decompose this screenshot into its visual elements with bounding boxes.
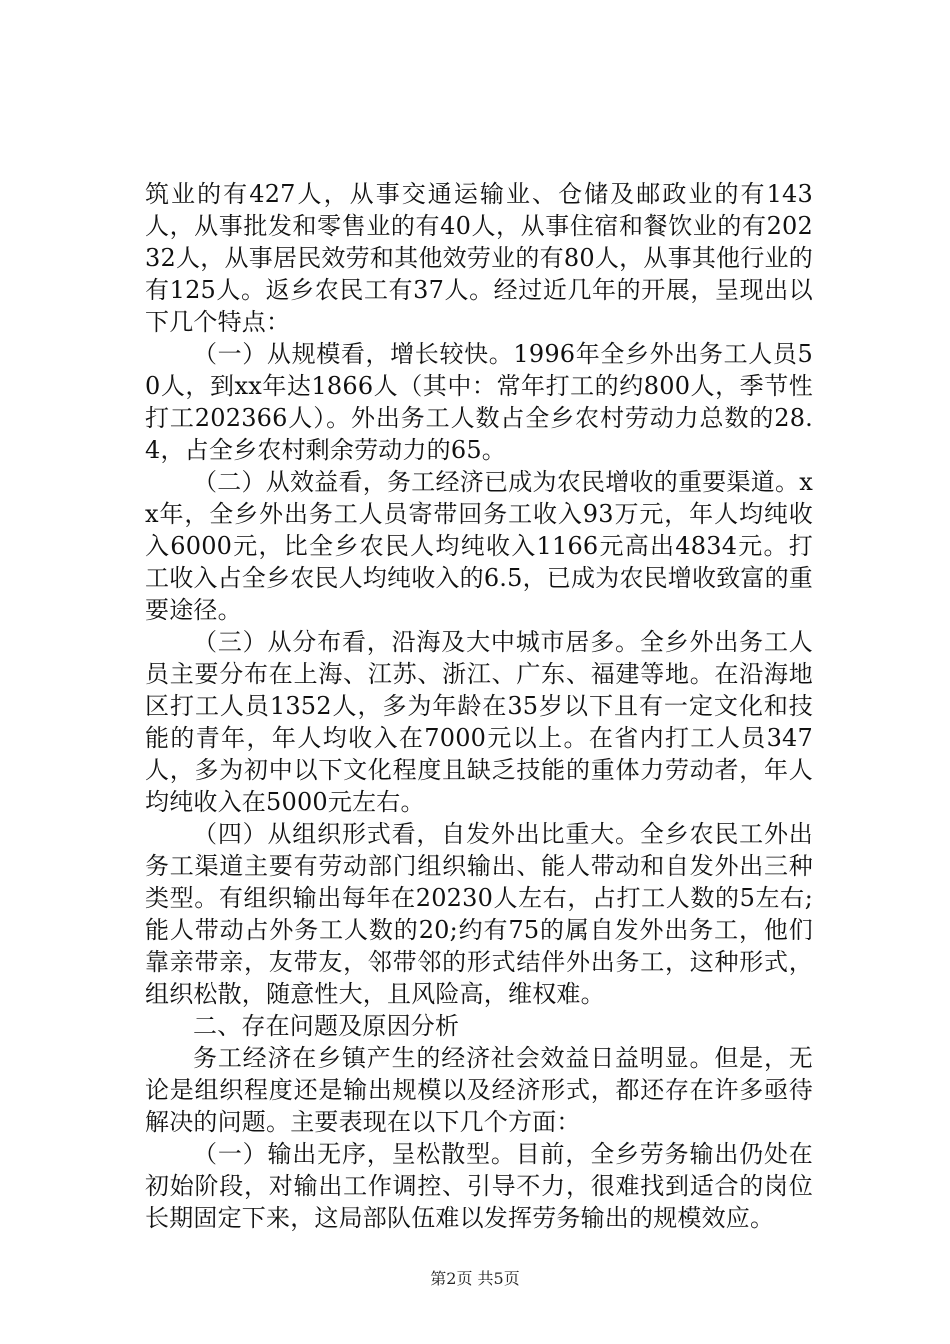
paragraph-benefit: （二）从效益看，务工经济已成为农民增收的重要渠道。xx年，全乡外出务工人员寄带回务工收入93万元，年人均纯收入6000元，比全乡农民人均纯收入1166元高出4834元。打工收入占全乡农民人均纯收入的6.5，已成为农民增收致富的重要途径。	[145, 468, 813, 624]
section-heading-problems: 二、存在问题及原因分析	[193, 1012, 460, 1040]
paragraph-problems-intro: 务工经济在乡镇产生的经济社会效益日益明显。但是，无论是组织程度还是输出规模以及经济形式，都还存在许多亟待解决的问题。主要表现在以下几个方面：	[145, 1044, 813, 1136]
paragraph-disorderly-output: （一）输出无序，呈松散型。目前，全乡劳务输出仍处在初始阶段，对输出工作调控、引导不力，很难找到适合的岗位长期固定下来，这局部队伍难以发挥劳务输出的规模效应。	[145, 1140, 813, 1232]
paragraph-organization: （四）从组织形式看，自发外出比重大。全乡农民工外出务工渠道主要有劳动部门组织输出、能人带动和自发外出三种类型。有组织输出每年在20230人左右，占打工人数的5左右;能人带动占外务工人数的20;约有75的属自发外出务工，他们靠亲带亲，友带友，邻带邻的形式结伴外出务工，这种形式，组织松散，随意性大，且风险高，维权难。	[145, 820, 813, 1008]
paragraph-distribution: （三）从分布看，沿海及大中城市居多。全乡外出务工人员主要分布在上海、江苏、浙江、广东、福建等地。在沿海地区打工人员1352人，多为年龄在35岁以下且有一定文化和技能的青年，年人均收入在7000元以上。在省内打工人员347人，多为初中以下文化程度且缺乏技能的重体力劳动者，年人均纯收入在5000元左右。	[145, 628, 813, 816]
paragraph-continuation: 筑业的有427人，从事交通运输业、仓储及邮政业的有143人，从事批发和零售业的有40人，从事住宿和餐饮业的有20232人，从事居民效劳和其他效劳业的有80人，从事其他行业的有125人。返乡农民工有37人。经过近几年的开展，呈现出以下几个特点：	[145, 180, 813, 336]
page-footer: 第2页 共5页	[430, 1269, 520, 1288]
paragraph-scale: （一）从规模看，增长较快。1996年全乡外出务工人员50人，到xx年达1866人（其中：常年打工的约800人，季节性打工202366人）。外出务工人数占全乡农村劳动力总数的28.4，占全乡农村剩余劳动力的65。	[145, 340, 813, 464]
document-body	[145, 178, 813, 1234]
